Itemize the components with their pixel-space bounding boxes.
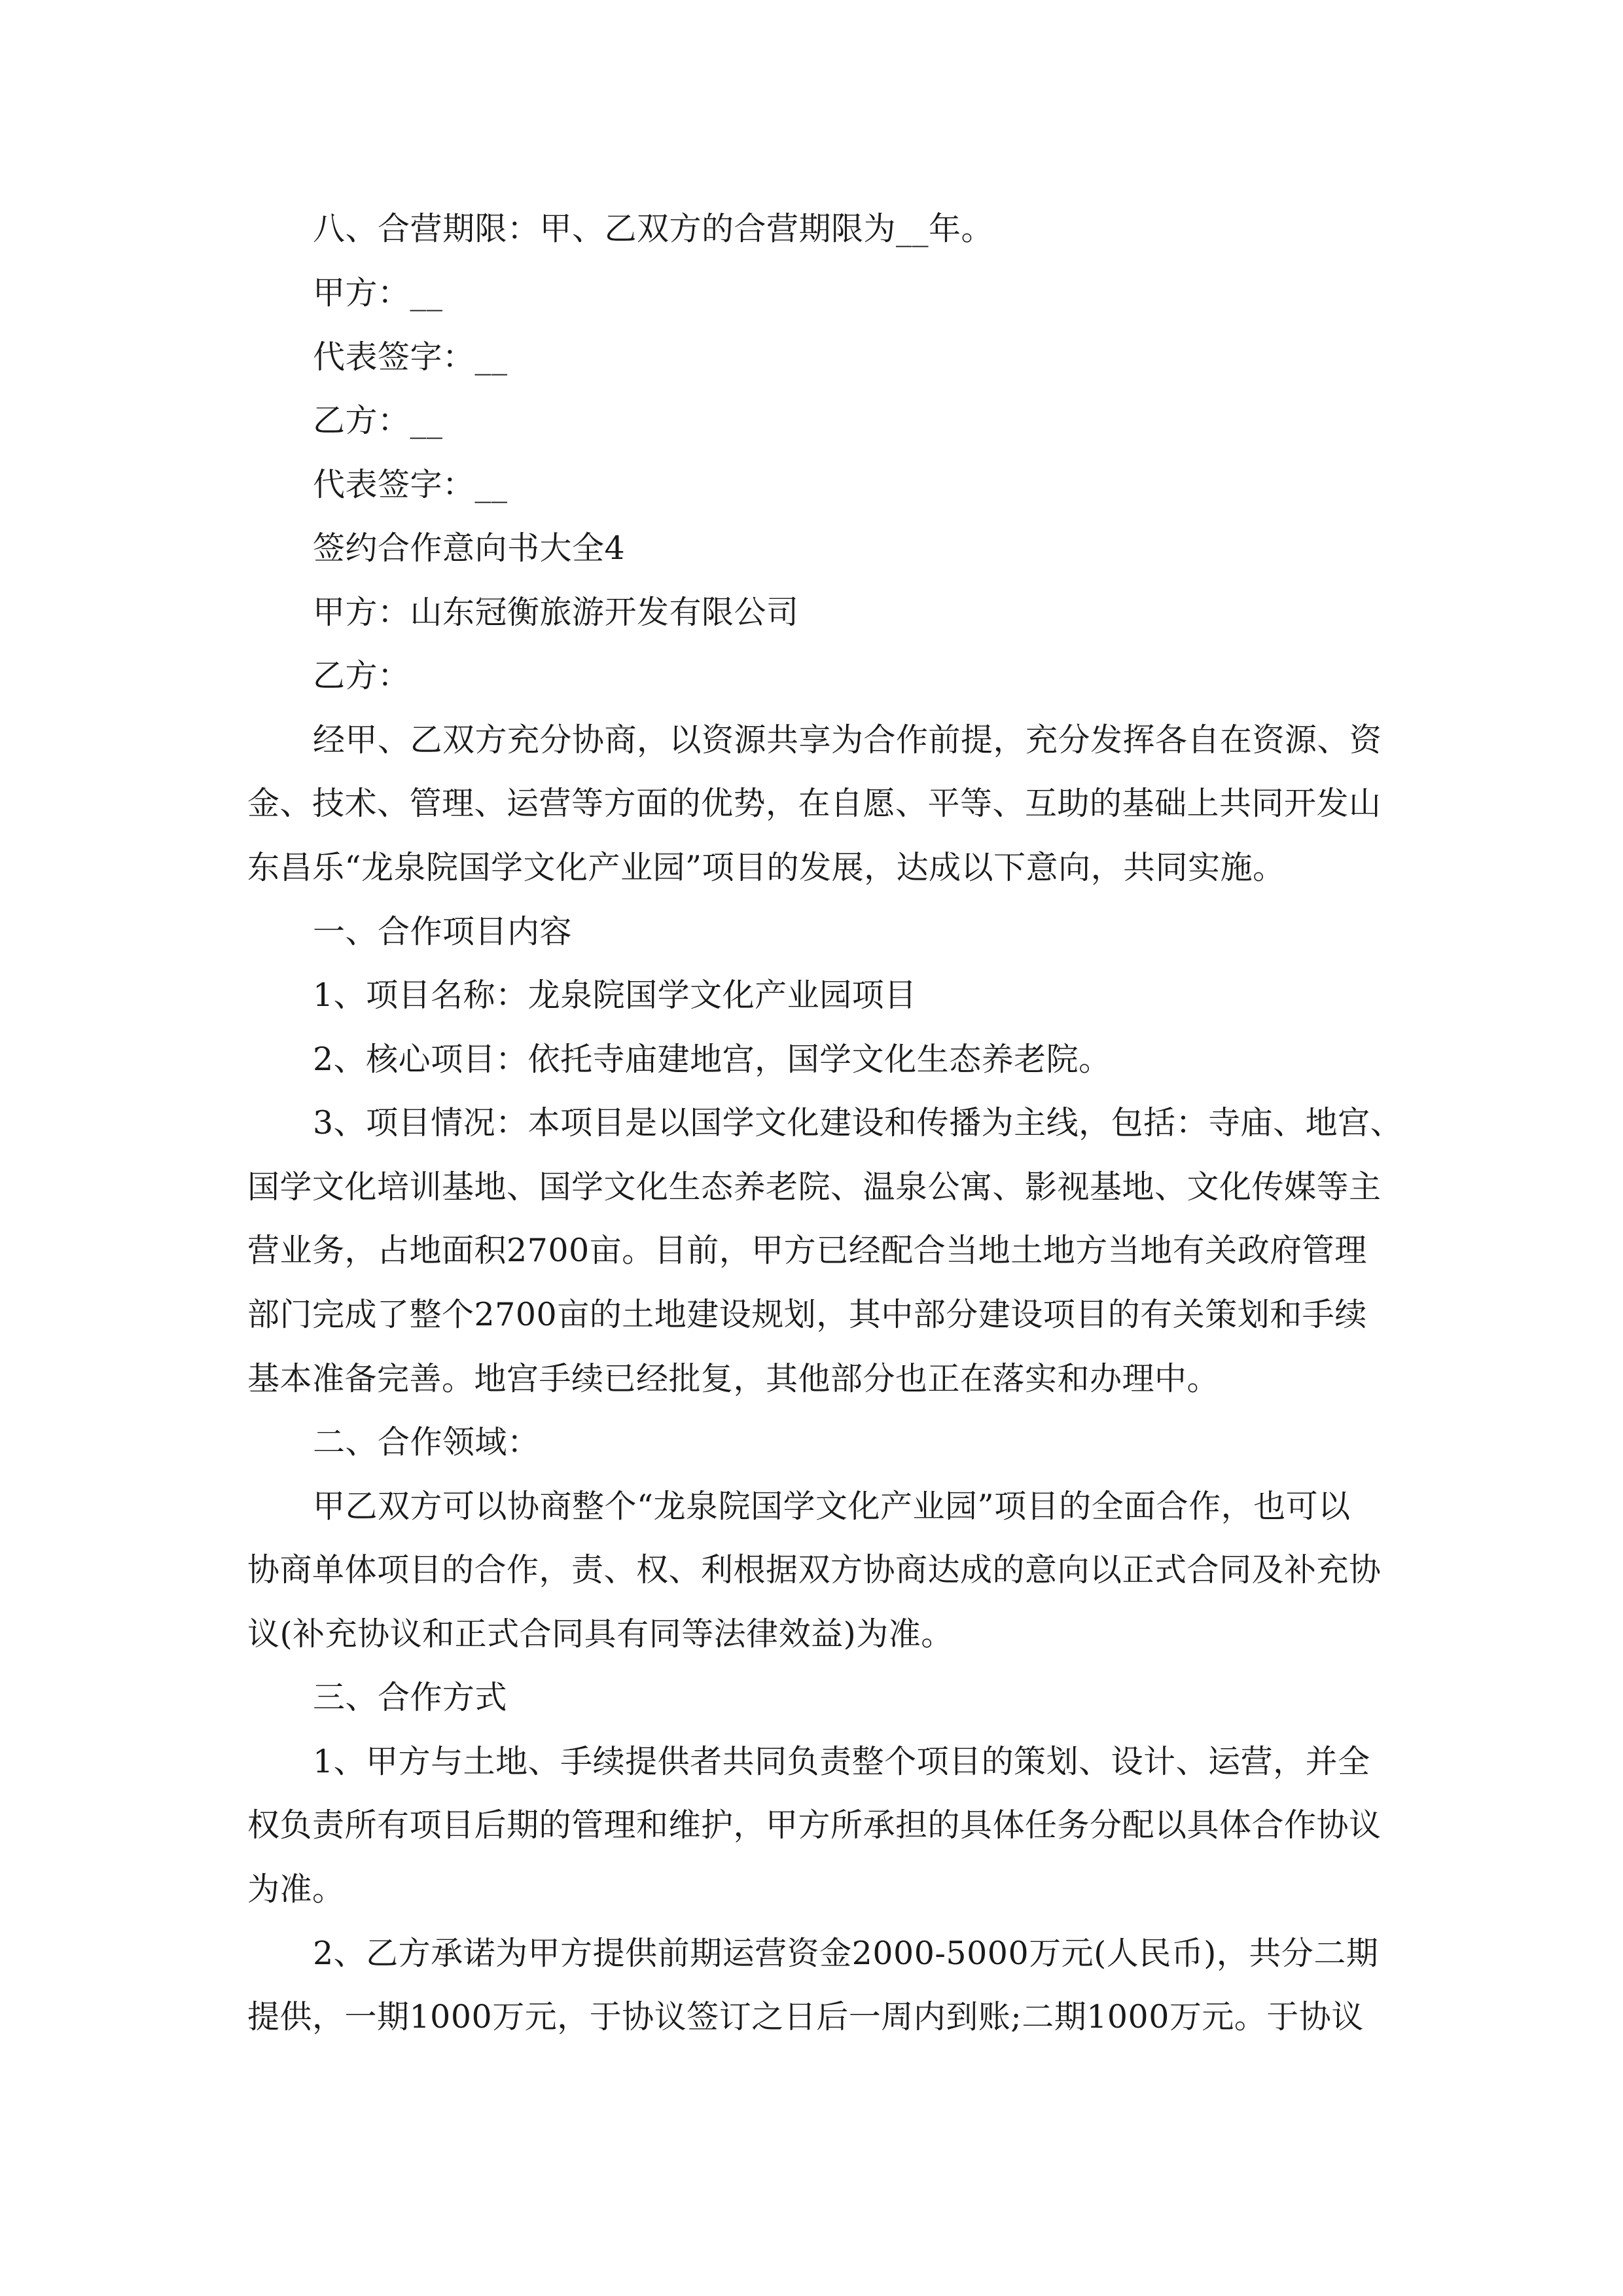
method-2-line-2: 提供，一期1000万元，于协议签订之日后一周内到账;二期1000万元。于协议 — [247, 1998, 1364, 2036]
heading-cooperation-method: 三、合作方式 — [313, 1679, 508, 1716]
party-a-name: 甲方：山东冠衡旅游开发有限公司 — [313, 594, 799, 631]
method-1-line-1: 1、甲方与土地、手续提供者共同负责整个项目的策划、设计、运营，并全 — [313, 1743, 1370, 1780]
heading-project-content: 一、合作项目内容 — [313, 913, 573, 950]
section-title: 签约合作意向书大全4 — [313, 529, 626, 567]
method-1-line-3: 为准。 — [247, 1871, 345, 1908]
party-a-signature-line: 代表签字：__ — [313, 338, 508, 376]
cooperation-area-line-2: 协商单体项目的合作，责、权、利根据双方协商达成的意向以正式合同及补充协 — [247, 1551, 1382, 1588]
method-1-line-2: 权负责所有项目后期的管理和维护，甲方所承担的具体任务分配以具体合作协议 — [247, 1806, 1382, 1844]
item-core-project: 2、核心项目：依托寺庙建地宫，国学文化生态养老院。 — [313, 1041, 1111, 1078]
clause-8-term: 八、合营期限：甲、乙双方的合营期限为__年。 — [313, 210, 994, 247]
item-project-name: 1、项目名称：龙泉院国学文化产业园项目 — [313, 977, 917, 1014]
project-situation-line-2: 国学文化培训基地、国学文化生态养老院、温泉公寓、影视基地、文化传媒等主 — [247, 1168, 1382, 1206]
project-situation-line-3: 营业务，占地面积2700亩。目前，甲方已经配合当地土地方当地有关政府管理 — [247, 1232, 1367, 1269]
project-situation-line-4: 部门完成了整个2700亩的土地建设规划，其中部分建设项目的有关策划和手续 — [247, 1296, 1367, 1333]
cooperation-area-line-3: 议(补充协议和正式合同具有同等法律效益)为准。 — [247, 1615, 954, 1653]
cooperation-area-line-1: 甲乙双方可以协商整个“龙泉院国学文化产业园”项目的全面合作，也可以 — [313, 1488, 1351, 1525]
intro-paragraph-line-2: 金、技术、管理、运营等方面的优势，在自愿、平等、互助的基础上共同开发山 — [247, 785, 1382, 822]
party-b-line: 乙方：__ — [313, 402, 443, 439]
party-b-name: 乙方： — [313, 657, 410, 694]
party-a-line: 甲方：__ — [313, 274, 443, 312]
intro-paragraph-line-3: 东昌乐“龙泉院国学文化产业园”项目的发展，达成以下意向，共同实施。 — [247, 849, 1285, 886]
heading-cooperation-area: 二、合作领域： — [313, 1424, 540, 1461]
intro-paragraph-line-1: 经甲、乙双方充分协商，以资源共享为合作前提，充分发挥各自在资源、资 — [313, 721, 1382, 759]
party-b-signature-line: 代表签字：__ — [313, 466, 508, 503]
method-2-line-1: 2、乙方承诺为甲方提供前期运营资金2000-5000万元(人民币)，共分二期 — [313, 1935, 1379, 1972]
project-situation-line-1: 3、项目情况：本项目是以国学文化建设和传播为主线，包括：寺庙、地宫、 — [313, 1104, 1403, 1141]
project-situation-line-5: 基本准备完善。地宫手续已经批复，其他部分也正在落实和办理中。 — [247, 1360, 1220, 1397]
